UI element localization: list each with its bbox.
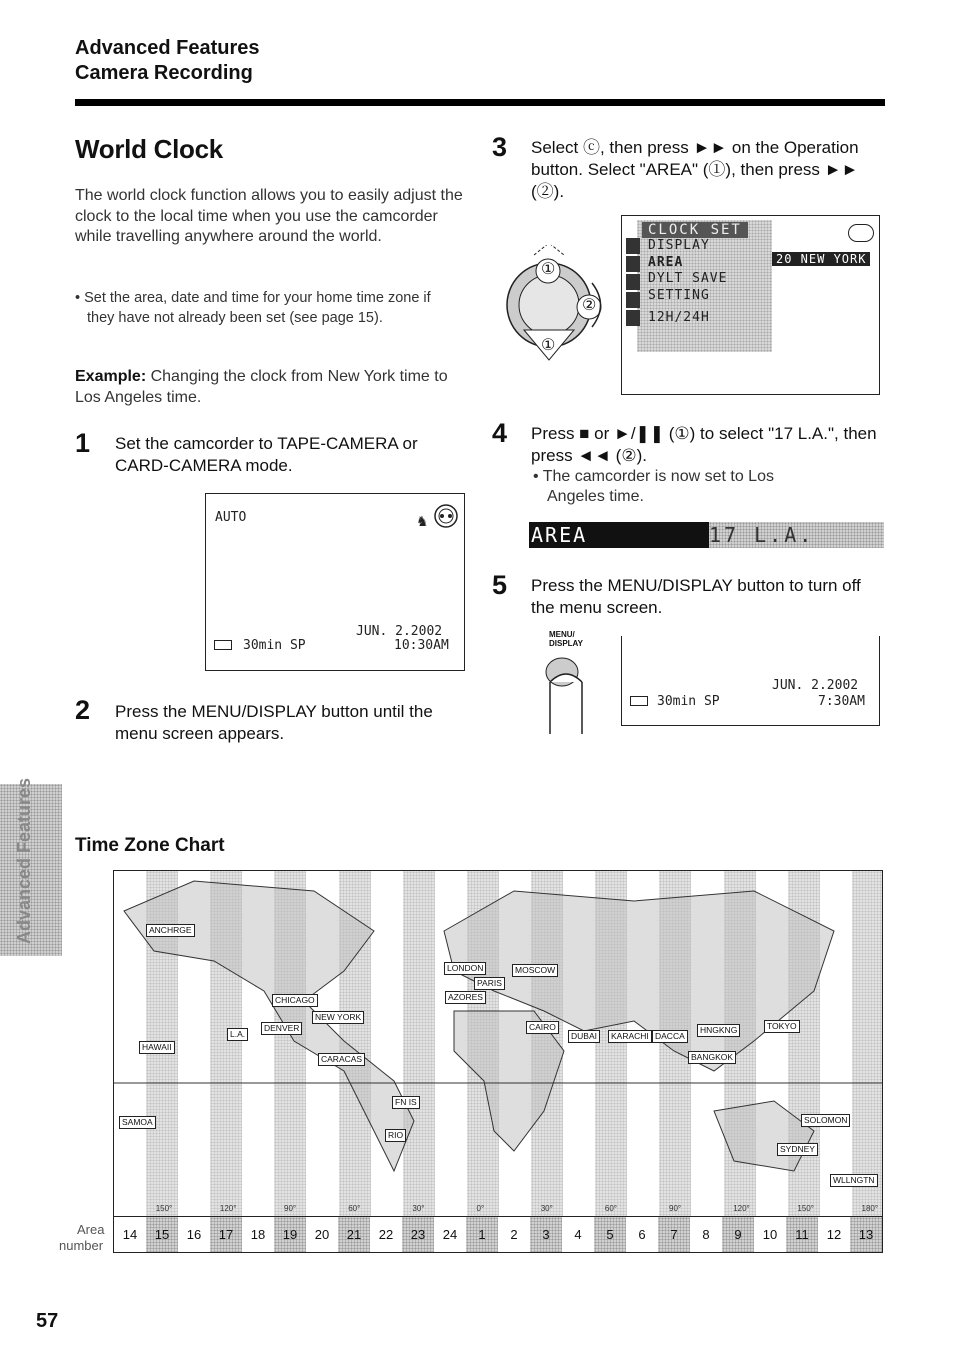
city-label: MOSCOW <box>512 964 558 977</box>
area-number-cell: 1 <box>466 1217 498 1252</box>
longitude-label: 90° <box>284 1204 297 1213</box>
dial-label-1-bottom: ① <box>541 337 556 354</box>
menu-icon-strip <box>626 238 640 326</box>
side-tab-label: Advanced Features <box>14 777 34 944</box>
area-number-cell: 16 <box>186 1227 202 1242</box>
area-number-cell: 14 <box>122 1227 138 1242</box>
number-label: number <box>59 1238 104 1253</box>
camera-icon <box>626 238 640 254</box>
longitude-label: 120° <box>733 1204 750 1213</box>
city-label: L.A. <box>227 1028 248 1041</box>
note-bullet: • Set the area, date and time for your home time zone if they have not already been set (see page 15). <box>75 290 431 326</box>
area-number-cell: 10 <box>762 1227 778 1242</box>
step-4-note: • The camcorder is now set to Los Angeles time. <box>533 468 774 505</box>
city-label: SAMOA <box>119 1116 156 1129</box>
side-tab <box>0 777 62 956</box>
area-number-cell: 23 <box>402 1217 434 1252</box>
area-current-value: 20 NEW YORK <box>772 252 870 266</box>
longitude-label: 30° <box>412 1204 425 1213</box>
step-5-number: 5 <box>492 570 508 600</box>
menu-item-display[interactable]: DISPLAY <box>648 238 710 253</box>
area-number-cell: 3 <box>530 1217 562 1252</box>
area-number-cell: 24 <box>442 1227 458 1242</box>
longitude-label: 0° <box>476 1204 485 1213</box>
lcd-screen-recording <box>205 493 465 671</box>
example-text <box>75 367 470 408</box>
step-1-text: Set the camcorder to TAPE-CAMERA or CARD-CAMERA mode. <box>115 434 418 475</box>
longitude-label: 30° <box>540 1204 553 1213</box>
city-label: FN IS <box>392 1096 420 1109</box>
city-label: DENVER <box>261 1022 302 1035</box>
tape-remaining: 30min SP <box>243 638 306 653</box>
time-readout: 10:30AM <box>394 638 449 653</box>
longitude-label: 60° <box>348 1204 361 1213</box>
longitude-label: 90° <box>669 1204 682 1213</box>
city-label: DACCA <box>652 1030 688 1043</box>
city-label: LONDON <box>444 962 486 975</box>
area-number-cell: 21 <box>338 1217 370 1252</box>
area-number-cell: 22 <box>378 1227 394 1242</box>
dial-label-2: ② <box>582 297 597 314</box>
section-header: Advanced Features <box>75 37 260 59</box>
area-number-cell: 2 <box>510 1227 518 1242</box>
city-label: RIO <box>385 1129 406 1142</box>
city-label: KARACHI <box>608 1030 652 1043</box>
mode-label: AUTO <box>215 510 247 525</box>
step-3-text: Select ⓒ, then press ►► on the Operation button. Select "AREA" (①), then press ►► (②). <box>531 138 859 201</box>
tape-remaining-la: 30min SP <box>657 694 720 709</box>
area-bar-value: 17 L.A. <box>709 522 884 548</box>
film-icon <box>626 274 640 290</box>
finger-pressing-button-illustration <box>540 652 598 734</box>
card-icon <box>626 256 640 272</box>
area-number-cell: 4 <box>574 1227 582 1242</box>
area-number-cell: 15 <box>146 1217 178 1252</box>
menu-item-setting[interactable]: SETTING <box>648 287 710 303</box>
menu-items <box>648 238 727 327</box>
lcd-screen-la-time <box>621 636 880 726</box>
step-2-number: 2 <box>75 695 91 725</box>
card-mode-icon <box>848 224 874 242</box>
dial-label-1-top: ① <box>541 261 556 278</box>
area-number-cell: 11 <box>786 1217 818 1252</box>
city-label: BANGKOK <box>688 1051 736 1064</box>
menu-title: CLOCK SET <box>642 222 748 238</box>
continent-outlines <box>114 871 883 1217</box>
longitude-label: 150° <box>155 1204 173 1213</box>
example-label: Example: <box>75 368 147 385</box>
date-readout: JUN. 2.2002 <box>356 624 443 639</box>
city-label: PARIS <box>474 977 505 990</box>
area-number-cell: 13 <box>850 1217 882 1252</box>
svg-text:♞: ♞ <box>416 514 429 530</box>
date-readout-la: JUN. 2.2002 <box>772 678 859 693</box>
longitude-label: 180° <box>861 1204 879 1213</box>
step-3-number: 3 <box>492 132 508 162</box>
area-number-row <box>113 1217 883 1253</box>
area-number-cell: 19 <box>274 1217 306 1252</box>
example-body: Changing the clock from New York time to Los Angeles time. <box>75 368 448 406</box>
card2-icon <box>626 310 640 326</box>
intro-text: The world clock function allows you to easily adjust the clock to the local time when you use the camcorder while travelling anywhere around the world. <box>75 187 463 245</box>
menu-item-dylt-save[interactable]: DYLT SAVE <box>648 271 728 286</box>
step-5-text: Press the MENU/DISPLAY button to turn off the menu screen. <box>531 576 861 617</box>
world-time-zone-map <box>113 870 883 1217</box>
city-label: CARACAS <box>318 1053 365 1066</box>
city-label: NEW YORK <box>312 1011 364 1024</box>
city-label: WLLNGTN <box>830 1174 878 1187</box>
longitude-label: 150° <box>797 1204 814 1213</box>
chart-title: Time Zone Chart <box>75 835 225 856</box>
area-number-cell: 5 <box>594 1217 626 1252</box>
city-label: TOKYO <box>764 1020 800 1033</box>
city-label: SOLOMON <box>801 1114 850 1127</box>
area-number-cell: 7 <box>658 1217 690 1252</box>
tape-icon <box>630 696 648 706</box>
longitude-label: 60° <box>604 1204 617 1213</box>
city-label: ANCHRGE <box>146 924 195 937</box>
page-number: 57 <box>36 1310 59 1332</box>
page-title: World Clock <box>75 134 223 164</box>
area-number-cell: 20 <box>314 1227 330 1242</box>
area-number-cell: 8 <box>702 1227 710 1242</box>
area-label: Area <box>77 1222 105 1237</box>
area-selection-bar <box>529 522 884 548</box>
city-label: HNGKNG <box>697 1024 740 1037</box>
city-label: CAIRO <box>526 1021 559 1034</box>
tape-icon <box>214 640 232 650</box>
area-number-cell: 9 <box>722 1217 754 1252</box>
header-rule <box>75 99 885 106</box>
step-4-number: 4 <box>492 418 508 448</box>
time-readout-la: 7:30AM <box>818 694 865 709</box>
step-1-number: 1 <box>75 428 91 458</box>
operation-dial-illustration <box>494 245 612 370</box>
city-label: HAWAII <box>139 1041 175 1054</box>
menu-display-button-label: MENU/ DISPLAY <box>549 630 583 648</box>
area-number-cell: 6 <box>638 1227 646 1242</box>
clock-set-menu-screen <box>621 215 880 395</box>
city-label: AZORES <box>445 991 486 1004</box>
area-number-cell: 12 <box>826 1227 842 1242</box>
area-number-cell: 17 <box>210 1217 242 1252</box>
step-4-text: Press ■ or ►/❚❚ (①) to select "17 L.A.", then press ◄◄ (②). <box>531 424 877 465</box>
city-label: SYDNEY <box>777 1143 818 1156</box>
longitude-scale <box>114 1204 882 1216</box>
city-label: CHICAGO <box>272 994 318 1007</box>
menu-item-12h24h[interactable]: 12H/24H <box>648 310 710 325</box>
subsection-header: Camera Recording <box>75 62 253 84</box>
area-number-cell: 18 <box>250 1227 266 1242</box>
menu-item-area[interactable]: AREA <box>648 254 684 270</box>
longitude-label: 120° <box>219 1204 237 1213</box>
step-2-text: Press the MENU/DISPLAY button until the menu screen appears. <box>115 702 433 743</box>
area-bar-label: AREA <box>529 522 709 548</box>
etc-icon <box>626 292 640 308</box>
city-label: DUBAI <box>568 1030 600 1043</box>
camera-mode-icon <box>416 504 460 534</box>
